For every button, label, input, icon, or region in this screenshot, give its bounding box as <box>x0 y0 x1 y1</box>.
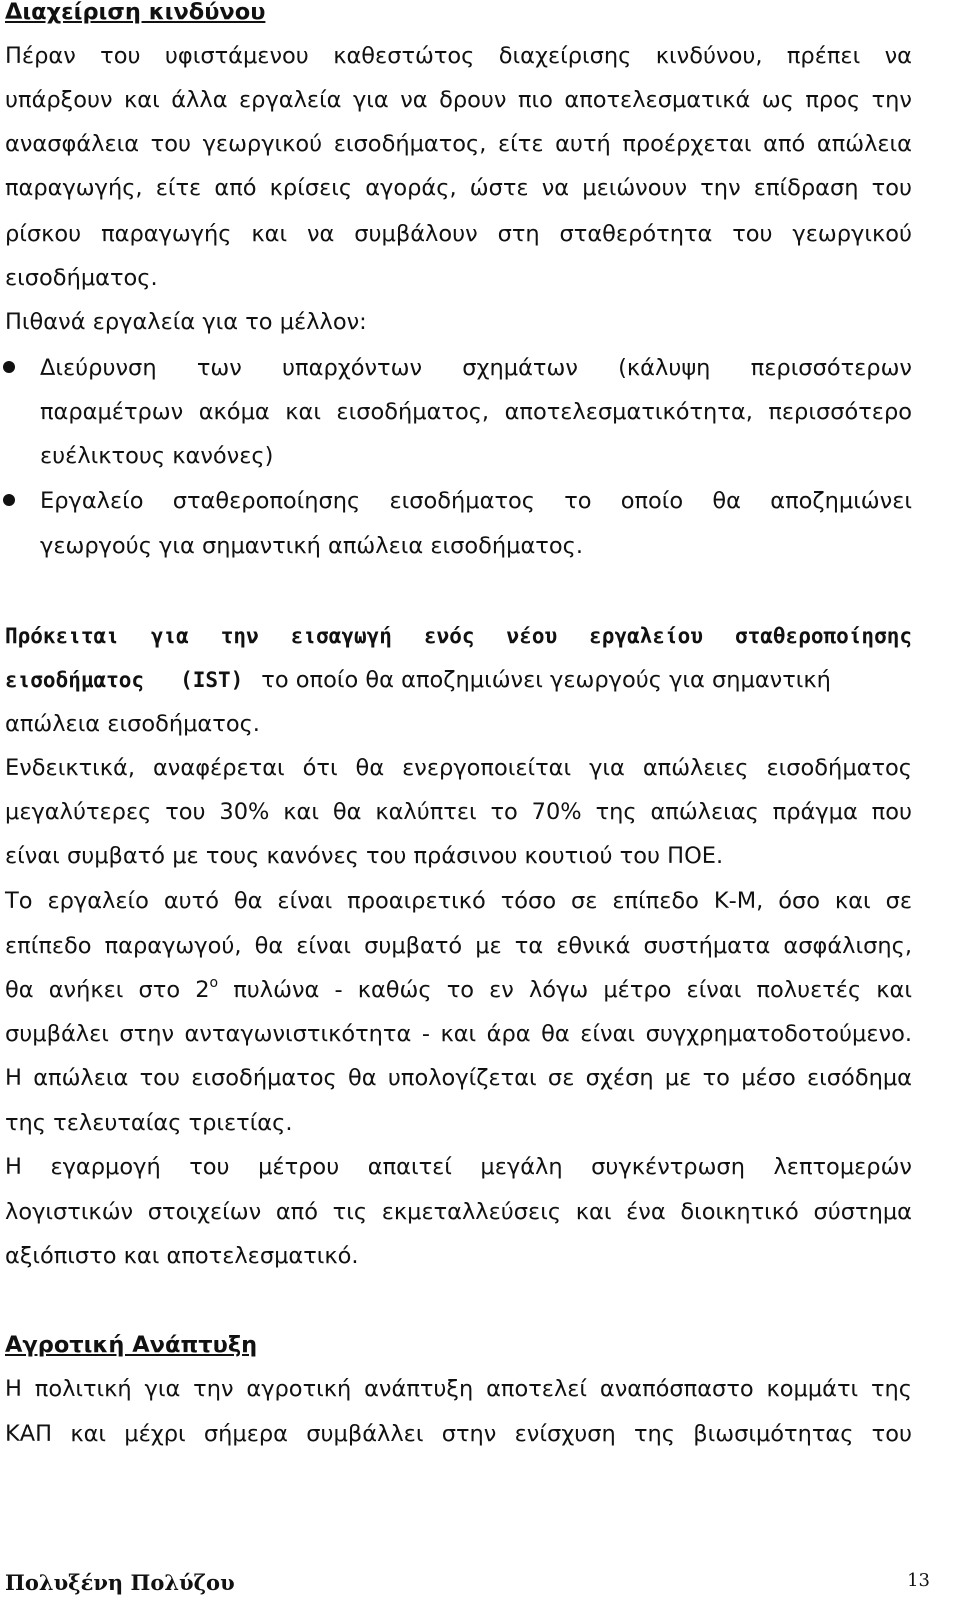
ist-bold-term: εισοδήματος <box>5 668 145 692</box>
ist-abbr: (IST) <box>180 668 244 692</box>
list-item-line: Εργαλείο σταθεροποίησης εισοδήματος το οποίο θα αποζημιώνει <box>40 488 912 514</box>
paragraph-line: Η απώλεια του εισοδήματος θα υπολογίζεται σε σχέση με το μέσο εισόδημα <box>5 1065 912 1091</box>
ist-intro-line <box>5 664 912 696</box>
paragraph-line: συμβάλει στην ανταγωνιστικότητα - και άρα θα είναι συγχρηματοδοτούμενο. <box>5 1021 912 1047</box>
paragraph-line: Πέραν του υφιστάμενου καθεστώτος διαχείρισης κινδύνου, πρέπει να <box>5 43 912 69</box>
paragraph-line: υπάρξουν και άλλα εργαλεία για να δρουν πιο αποτελεσματικά ως προς την <box>5 87 912 113</box>
paragraph-line: ανασφάλεια του γεωργικού εισοδήματος, είτε αυτή προέρχεται από απώλεια <box>5 131 912 157</box>
text-segment: θα ανήκει στο 2 <box>5 977 210 1003</box>
section-heading-risk-management: Διαχείριση κινδύνου <box>5 0 266 25</box>
bullet-icon <box>3 494 15 506</box>
footer-author: Πολυξένη Πολύζου <box>5 1570 235 1595</box>
ist-intro-bold-line: Πρόκειται για την εισαγωγή ενός νέου εργαλείου σταθεροποίησης <box>5 624 912 648</box>
bullet-icon <box>3 361 15 373</box>
paragraph-line: μεγαλύτερες του 30% και θα καλύπτει το 70% της απώλειας πράγμα που <box>5 799 912 825</box>
paragraph-line: ΚΑΠ και μέχρι σήμερα συμβάλλει στην ενίσχυση της βιωσιμότητας του <box>5 1421 912 1447</box>
paragraph-line: Ενδεικτικά, αναφέρεται ότι θα ενεργοποιείται για απώλειες εισοδήματος <box>5 755 912 781</box>
list-item-line: ευέλικτους κανόνες) <box>40 443 274 469</box>
superscript: ο <box>209 974 219 991</box>
paragraph-line: Η πολιτική για την αγροτική ανάπτυξη αποτελεί αναπόσπαστο κομμάτι της <box>5 1376 912 1402</box>
list-item-line: Διεύρυνση των υπαρχόντων σχημάτων (κάλυψη περισσότερων <box>40 355 912 381</box>
paragraph-line: επίπεδο παραγωγού, θα είναι συμβατό με τα εθνικά συστήματα ασφάλισης, <box>5 933 912 959</box>
paragraph-line: αξιόπιστο και αποτελεσματικό. <box>5 1243 359 1269</box>
list-item-line: παραμέτρων ακόμα και εισοδήματος, αποτελεσματικότητα, περισσότερο <box>40 399 912 425</box>
paragraph-line: Η εγαρμογή του μέτρου απαιτεί μεγάλη συγκέντρωση λεπτομερών <box>5 1154 912 1180</box>
page-number: 13 <box>907 1570 930 1591</box>
paragraph-line: της τελευταίας τριετίας. <box>5 1110 293 1136</box>
ist-intro-rest: το οποίο θα αποζημιώνει γεωργούς για σημαντική <box>261 667 831 693</box>
section-heading-rural-development: Αγροτική Ανάπτυξη <box>5 1332 258 1358</box>
paragraph-line: απώλεια εισοδήματος. <box>5 711 260 737</box>
paragraph-line: λογιστικών στοιχείων από τις εκμεταλλεύσεις και ένα διοικητικό σύστημα <box>5 1199 912 1225</box>
paragraph-line: εισοδήματος. <box>5 265 158 291</box>
paragraph-line: ρίσκου παραγωγής και να συμβάλουν στη σταθερότητα του γεωργικού <box>5 221 912 247</box>
list-item-line: γεωργούς για σημαντική απώλεια εισοδήματος. <box>40 533 583 559</box>
paragraph-line: είναι συμβατό με τους κανόνες του πράσινου κουτιού του ΠΟΕ. <box>5 843 724 869</box>
text-segment: πυλώνα - καθώς το εν λόγω μέτρο είναι πολυετές και <box>218 977 912 1003</box>
tools-intro: Πιθανά εργαλεία για το μέλλον: <box>5 309 367 335</box>
paragraph-line <box>5 974 912 1006</box>
paragraph-line: Το εργαλείο αυτό θα είναι προαιρετικό τόσο σε επίπεδο Κ-Μ, όσο και σε <box>5 888 912 914</box>
paragraph-line: παραγωγής, είτε από κρίσεις αγοράς, ώστε να μειώνουν την επίδραση του <box>5 175 912 201</box>
